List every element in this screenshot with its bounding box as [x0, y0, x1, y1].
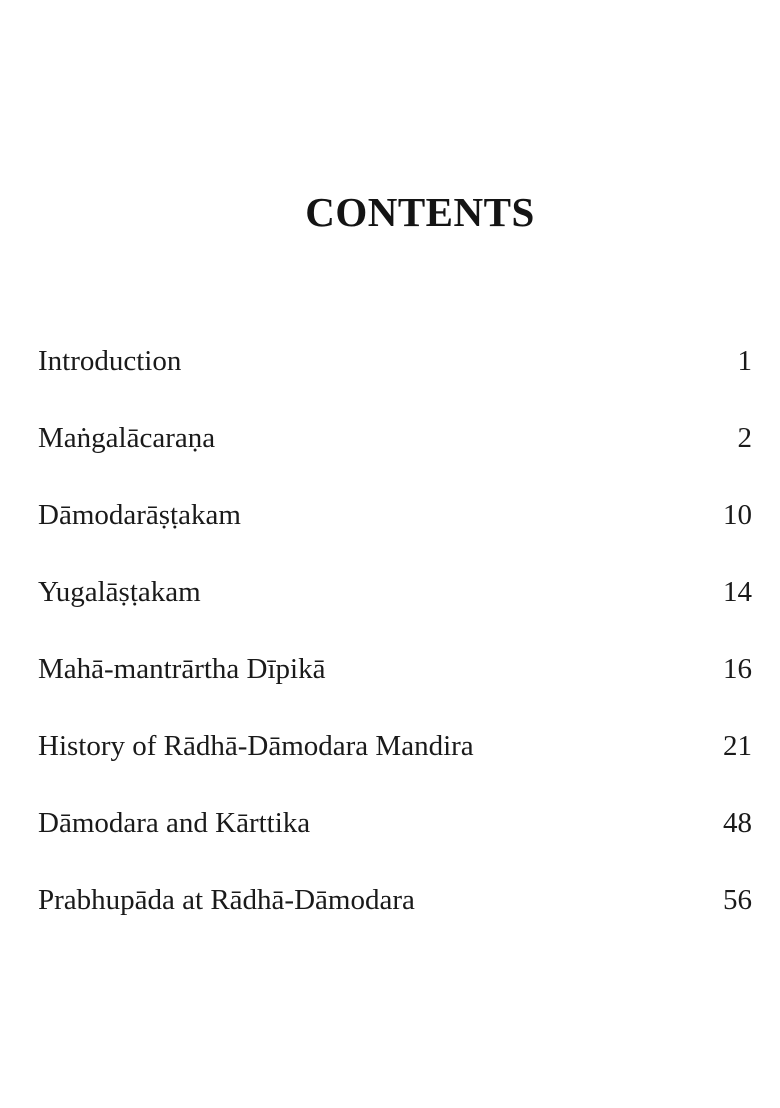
toc-entry-page-number: 10: [723, 499, 752, 531]
toc-entry-label: Mahā-mantrārtha Dīpikā: [38, 653, 326, 685]
toc-entry-introduction[interactable]: [38, 338, 752, 415]
toc-entry-damodarastakam[interactable]: [38, 492, 752, 569]
page-title: CONTENTS: [305, 189, 535, 235]
toc-entry-yugalastakam[interactable]: [38, 569, 752, 646]
toc-entry-label: Prabhupāda at Rādhā-Dāmodara: [38, 884, 415, 916]
toc-entry-mangalacarana[interactable]: [38, 415, 752, 492]
toc-entry-maha-mantrartha-dipika[interactable]: [38, 646, 752, 723]
toc-entry-page-number: 48: [723, 807, 752, 839]
toc-entry-label: Yugalāṣṭakam: [38, 576, 201, 608]
toc-entry-label: Dāmodara and Kārttika: [38, 807, 311, 839]
toc-entry-label: Introduction: [38, 345, 182, 377]
toc-entry-label: History of Rādhā-Dāmodara Mandira: [38, 730, 474, 762]
toc-entry-page-number: 16: [723, 653, 752, 685]
toc-entry-label: Dāmodarāṣṭakam: [38, 499, 241, 531]
toc-entry-page-number: 2: [737, 422, 752, 454]
toc-entry-history-radha-damodara-mandira[interactable]: [38, 723, 752, 800]
toc-entry-page-number: 1: [737, 345, 752, 377]
toc-entry-label: Maṅgalācaraṇa: [38, 422, 216, 454]
toc-entry-prabhupada-at-radha-damodara[interactable]: [38, 877, 752, 954]
table-of-contents: [38, 338, 752, 954]
toc-entry-damodara-and-karttika[interactable]: [38, 800, 752, 877]
toc-entry-page-number: 21: [723, 730, 752, 762]
toc-entry-page-number: 14: [723, 576, 752, 608]
toc-entry-page-number: 56: [723, 884, 752, 916]
